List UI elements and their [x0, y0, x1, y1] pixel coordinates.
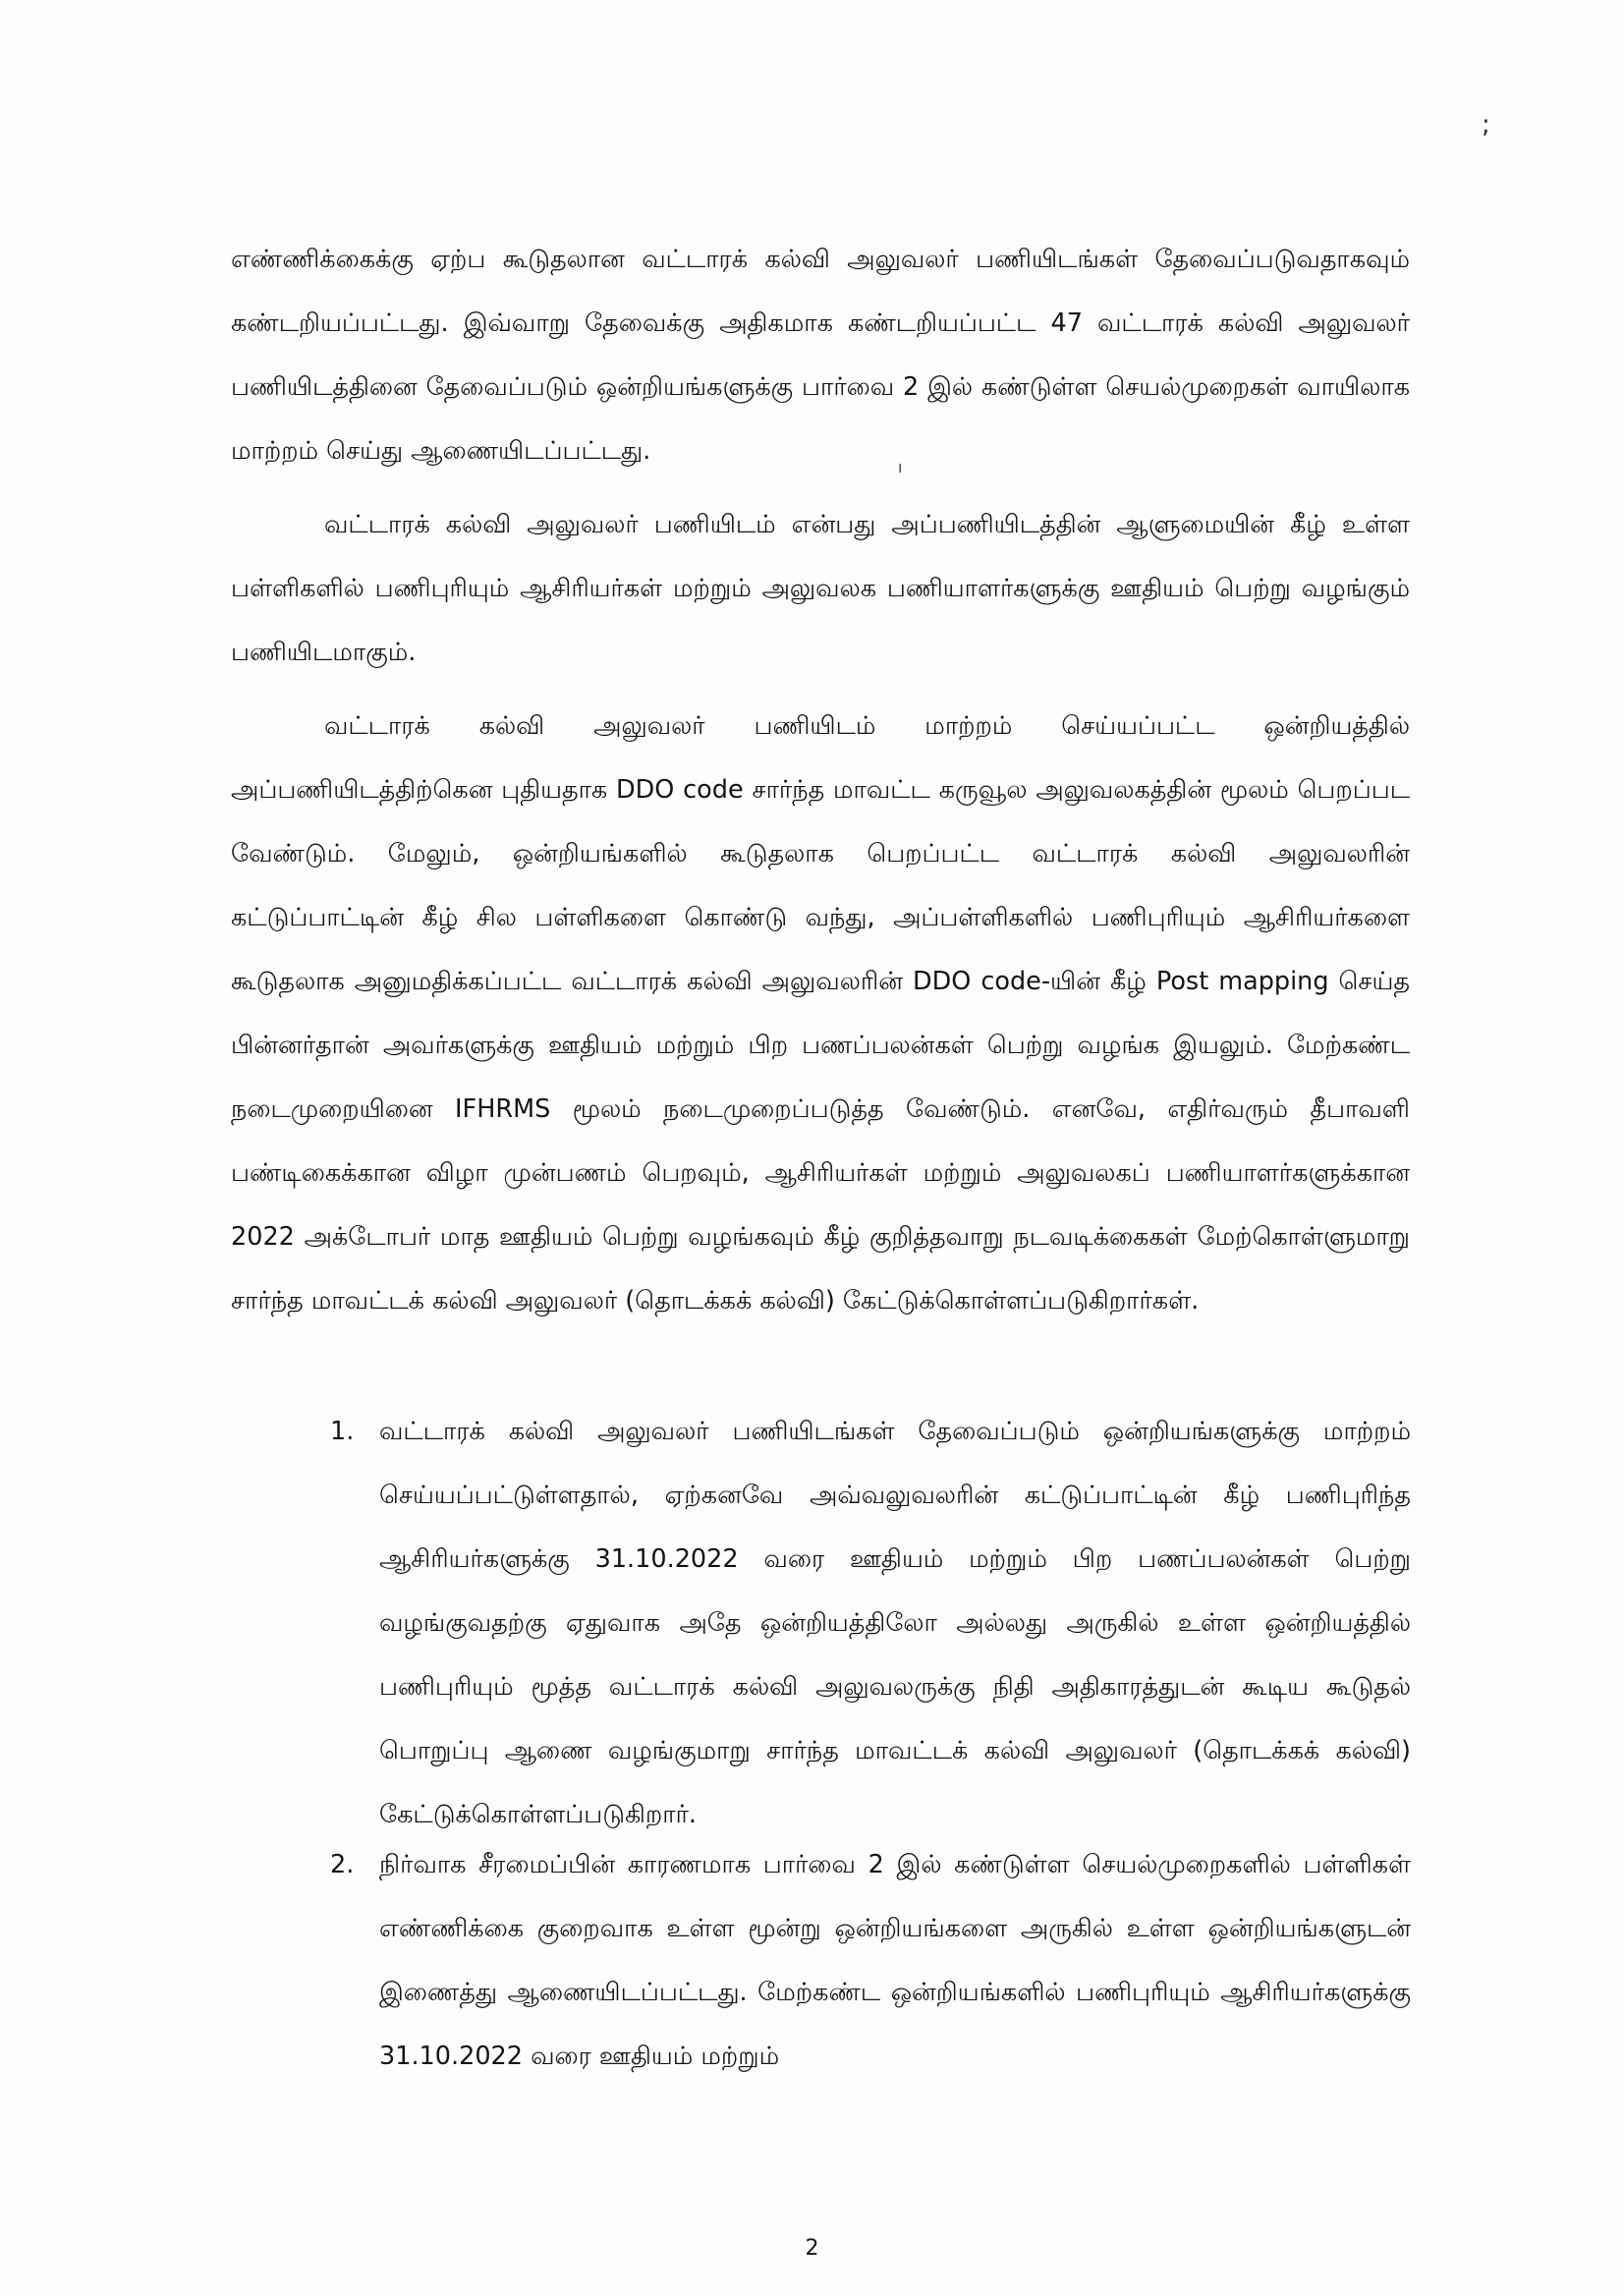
paragraph-beo-post-definition: வட்டாரக் கல்வி அலுவலர் பணியிடம் என்பது அப்பணியிடத்தின் ஆளுமையின் கீழ் உள்ள பள்ளிகளில் பணிபுரியும் ஆசிரியர்கள் மற்றும் அலுவலக பணியாளர்களுக்கு ஊதியம் பெற்று வழங்கும் பணியிடமாகும்.: [231, 510, 1410, 667]
paragraph-continuation: எண்ணிக்கைக்கு ஏற்ப கூடுதலான வட்டாரக் கல்வி அலுவலர் பணியிடங்கள் தேவைப்படுவதாகவும் கண்டறியப்பட்டது. இவ்வாறு தேவைக்கு அதிகமாக கண்டறியப்பட்ட 47 வட்டாரக் கல்வி அலுவலர் பணியிடத்தினை தேவைப்படும் ஒன்றியங்களுக்கு பார்வை 2 இல் கண்டுள்ள செயல்முறைகள் வாயிலாக மாற்றம் செய்து ஆணையிடப்பட்டது.: [231, 245, 1410, 466]
corner-mark: ;: [1482, 110, 1490, 140]
stray-tick-mark: ı: [898, 458, 903, 476]
list-item-number: 2.: [330, 1850, 355, 1879]
page-number: 2: [805, 2236, 819, 2261]
list-item-text: வட்டாரக் கல்வி அலுவலர் பணியிடங்கள் தேவைப்படும் ஒன்றியங்களுக்கு மாற்றம் செய்யப்பட்டுள்ளதால், ஏற்கனவே அவ்வலுவலரின் கட்டுப்பாட்டின் கீழ் பணிபுரிந்த ஆசிரியர்களுக்கு 31.10.2022 வரை ஊதியம் மற்றும் பிற பணப்பலன்கள் பெற்று வழங்குவதற்கு ஏதுவாக அதே ஒன்றியத்திலோ அல்லது அருகில் உள்ள ஒன்றியத்தில் பணிபுரியும் மூத்த வட்டாரக் கல்வி அலுவலருக்கு நிதி அதிகாரத்துடன் கூடிய கூடுதல் பொறுப்பு ஆணை வழங்குமாறு சார்ந்த மாவட்டக் கல்வி அலுவலர் (தொடக்கக் கல்வி) கேட்டுக்கொள்ளப்படுகிறார்.: [379, 1417, 1411, 1829]
list-item-text: நிர்வாக சீரமைப்பின் காரணமாக பார்வை 2 இல் கண்டுள்ள செயல்முறைகளில் பள்ளிகள் எண்ணிக்கை குறைவாக உள்ள மூன்று ஒன்றியங்களை அருகில் உள்ள ஒன்றியங்களுடன் இணைத்து ஆணையிடப்பட்டது. மேற்கண்ட ஒன்றியங்களில் பணிபுரியும் ஆசிரியர்களுக்கு 31.10.2022 வரை ஊதியம் மற்றும்: [379, 1850, 1411, 2071]
paragraph-ddo-code-procedure: வட்டாரக் கல்வி அலுவலர் பணியிடம் மாற்றம் செய்யப்பட்ட ஒன்றியத்தில் அப்பணியிடத்திற்கென புதியதாக DDO code சார்ந்த மாவட்ட கருவூல அலுவலகத்தின் மூலம் பெறப்பட வேண்டும். மேலும், ஒன்றியங்களில் கூடுதலாக பெறப்பட்ட வட்டாரக் கல்வி அலுவலரின் கட்டுப்பாட்டின் கீழ் சில பள்ளிகளை கொண்டு வந்து, அப்பள்ளிகளில் பணிபுரியும் ஆசிரியர்களை கூடுதலாக அனுமதிக்கப்பட்ட வட்டாரக் கல்வி அலுவலரின் DDO code-யின் கீழ் Post mapping செய்த பின்னர்தான் அவர்களுக்கு ஊதியம் மற்றும் பிற பணப்பலன்கள் பெற்று வழங்க இயலும். மேற்கண்ட நடைமுறையினை IFHRMS மூலம் நடைமுறைப்படுத்த வேண்டும். எனவே, எதிர்வரும் தீபாவளி பண்டிகைக்கான விழா முன்பணம் பெறவும், ஆசிரியர்கள் மற்றும் அலுவலகப் பணியாளர்களுக்கான 2022 அக்டோபர் மாத ஊதியம் பெற்று வழங்கவும் கீழ் குறித்தவாறு நடவடிக்கைகள் மேற்கொள்ளுமாறு சார்ந்த மாவட்டக் கல்வி அலுவலர் (தொடக்கக் கல்வி) கேட்டுக்கொள்ளப்படுகிறார்கள்.: [231, 711, 1410, 1316]
list-item-number: 1.: [330, 1417, 355, 1446]
